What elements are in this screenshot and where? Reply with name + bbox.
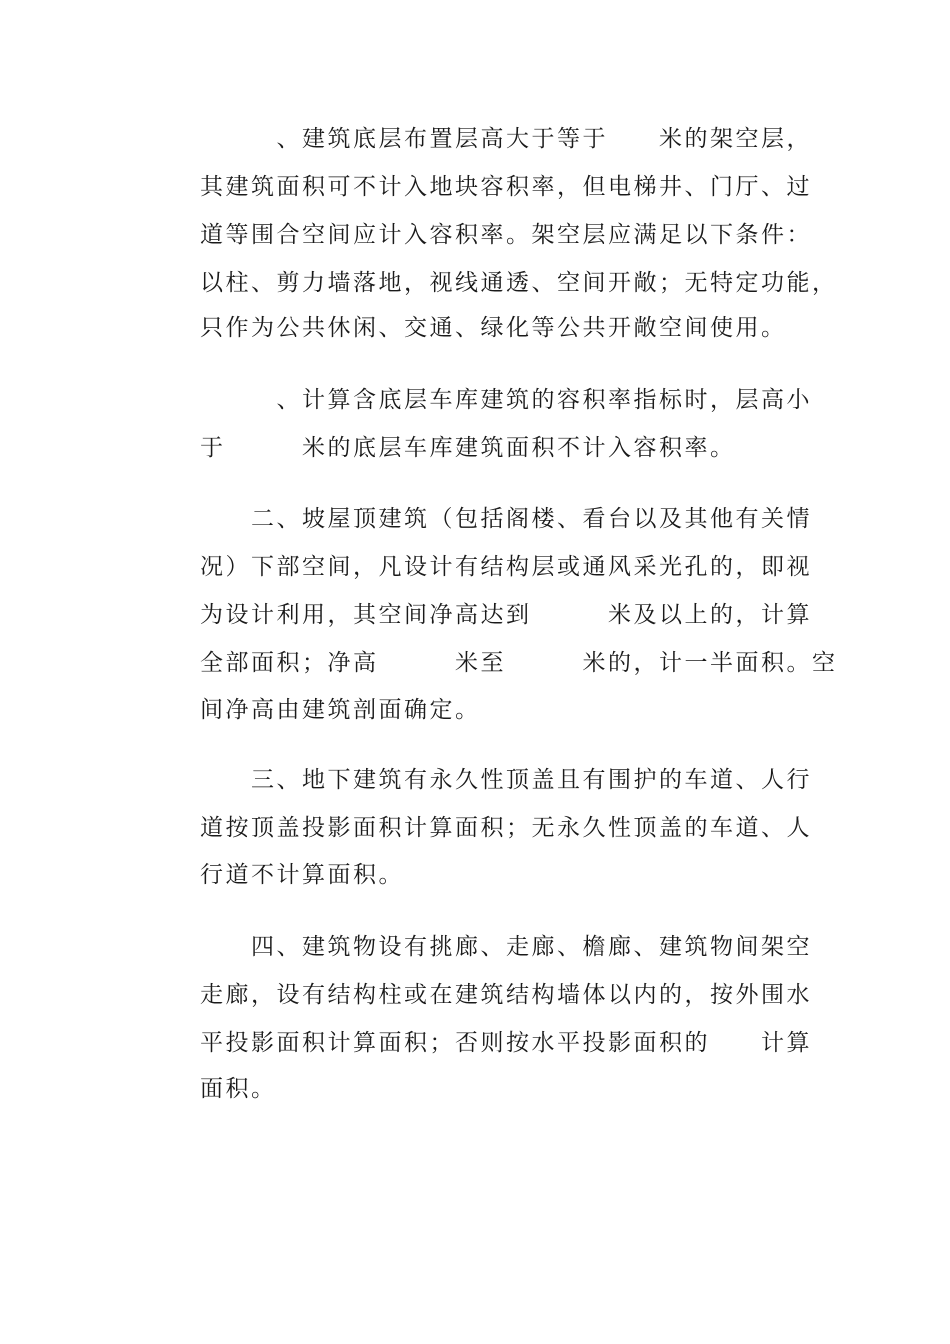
paragraph-line: 三、地下建筑有永久性顶盖且有围护的车道、人行 [200,767,812,793]
paragraph-line: 以柱、剪力墙落地，视线通透、空间开敞；无特定功能， [200,270,838,296]
paragraph-line: 面积。 [200,1076,277,1102]
paragraph-line: 、建筑底层布置层高大于等于 米的架空层， [200,126,812,152]
paragraph-line: 道等围合空间应计入容积率。架空层应满足以下条件： [200,222,812,248]
paragraph-line: 全部面积；净高 米至 米的，计一半面积。空 [200,650,838,676]
paragraph-line: 为设计利用，其空间净高达到 米及以上的，计算 [200,602,812,628]
paragraph-line: 二、坡屋顶建筑（包括阁楼、看台以及其他有关情 [200,506,812,532]
paragraph-line: 四、建筑物设有挑廊、走廊、檐廊、建筑物间架空 [200,934,812,960]
paragraph-line: 况）下部空间，凡设计有结构层或通风采光孔的，即视 [200,554,812,580]
paragraph-line: 行道不计算面积。 [200,862,404,888]
paragraph-line: 平投影面积计算面积；否则按水平投影面积的 计算 [200,1030,812,1056]
paragraph-line: 、计算含底层车库建筑的容积率指标时，层高小 [200,387,812,413]
paragraph-line: 其建筑面积可不计入地块容积率，但电梯井、门厅、过 [200,174,812,200]
paragraph-line: 间净高由建筑剖面确定。 [200,697,481,723]
paragraph-line: 于 米的底层车库建筑面积不计入容积率。 [200,435,736,461]
paragraph-line: 只作为公共休闲、交通、绿化等公共开敞空间使用。 [200,315,787,341]
paragraph-line: 走廊，设有结构柱或在建筑结构墙体以内的，按外围水 [200,982,812,1008]
paragraph-line: 道按顶盖投影面积计算面积；无永久性顶盖的车道、人 [200,815,812,841]
